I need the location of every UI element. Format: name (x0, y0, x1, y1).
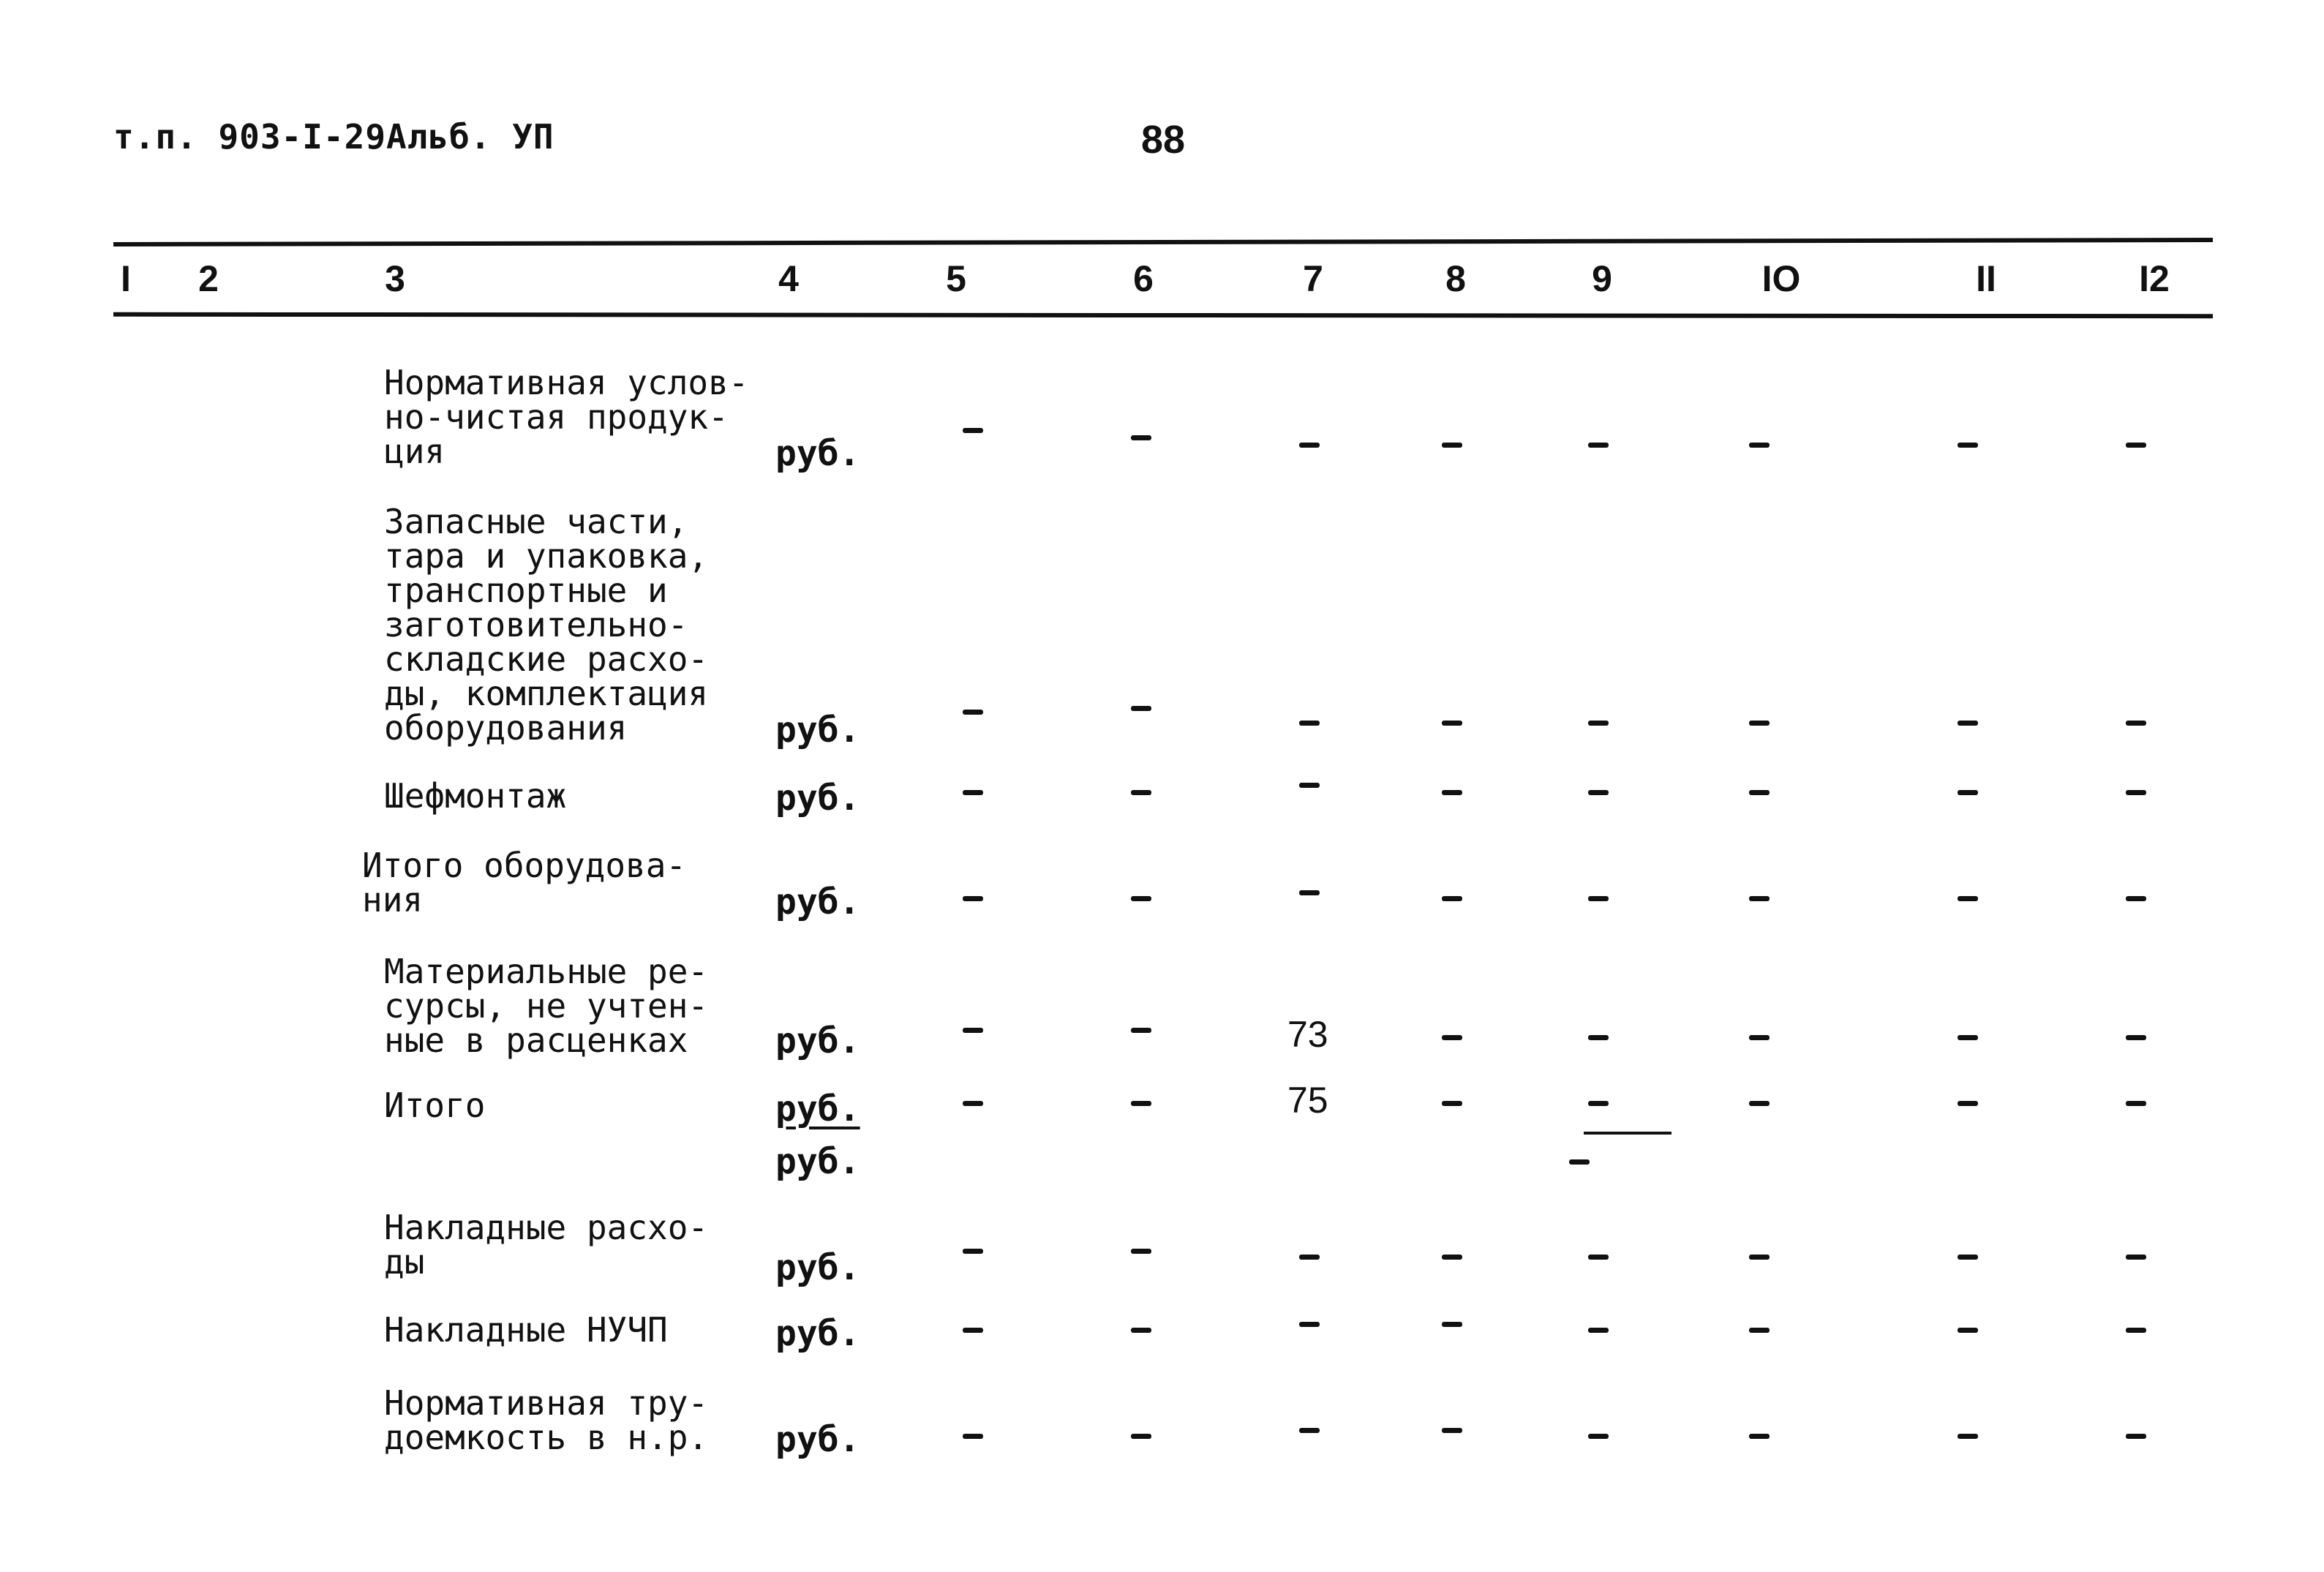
dash-cell (963, 1249, 983, 1254)
dash-cell (1958, 443, 1978, 448)
dash-cell (1958, 1255, 1978, 1260)
row-unit-second: руб. (775, 1141, 860, 1182)
row-unit: руб. (775, 1247, 860, 1288)
dash-cell (2126, 1255, 2146, 1260)
dash-cell (2126, 1101, 2146, 1106)
column-9-underline (1584, 1132, 1671, 1135)
column-header-8: 8 (1445, 258, 1466, 299)
dash-cell (1749, 443, 1770, 448)
dash-cell (1958, 1328, 1978, 1333)
dash-cell (963, 710, 983, 715)
column-header-4: 4 (778, 258, 799, 299)
dash-cell (1588, 790, 1609, 795)
dash-cell (1299, 783, 1320, 788)
column-header-2: 2 (198, 258, 219, 299)
row-description: Накладные расхо- ды (384, 1208, 709, 1282)
dash-cell (1958, 721, 1978, 726)
dash-cell (1588, 1255, 1609, 1260)
dash-cell (1958, 1434, 1978, 1439)
value-cell: 75 (1287, 1080, 1328, 1121)
row-description: Итого оборудова- ния (362, 846, 687, 919)
dash-cell (1299, 721, 1320, 726)
dash-cell (963, 1434, 983, 1439)
document-code: т.п. 903-I-29Альб. УП (113, 117, 554, 157)
dash-cell (1749, 1328, 1770, 1333)
row-unit: руб. (775, 1020, 860, 1061)
dash-cell (1749, 790, 1770, 795)
dash-cell (2126, 721, 2146, 726)
dash-cell (1299, 1428, 1320, 1433)
page-number: 88 (1141, 118, 1186, 162)
dash-cell (963, 1328, 983, 1333)
dash-cell (1749, 1255, 1770, 1260)
dash-cell (1588, 1101, 1609, 1106)
dash-cell (1131, 1328, 1151, 1333)
dash-cell (1299, 890, 1320, 895)
column-header-1: I (121, 258, 131, 299)
row-description: Шефмонтаж (384, 776, 567, 816)
dash-cell (1442, 443, 1462, 448)
table-header-rule (113, 312, 2213, 319)
dash-cell (2126, 1328, 2146, 1333)
dash-cell (2126, 790, 2146, 795)
dash-cell (2126, 443, 2146, 448)
column-9-extra-dash (1569, 1159, 1590, 1165)
dash-cell (1958, 1101, 1978, 1106)
dash-cell (1131, 1434, 1151, 1439)
column-header-5: 5 (946, 258, 966, 299)
row-description: Нормативная тру- доемкость в н.р. (384, 1383, 709, 1457)
row-unit: руб. (775, 1313, 860, 1354)
dash-cell (2126, 1434, 2146, 1439)
column-header-10: IO (1761, 258, 1801, 299)
dash-cell (1442, 896, 1462, 901)
row-unit: руб. (775, 710, 860, 751)
dash-cell (1442, 1101, 1462, 1106)
row-unit: руб. (775, 433, 860, 474)
dash-cell (1442, 790, 1462, 795)
dash-cell (1749, 1101, 1770, 1106)
dash-cell (963, 428, 983, 433)
dash-cell (2126, 1035, 2146, 1040)
column-header-7: 7 (1303, 258, 1323, 299)
dash-cell (1442, 721, 1462, 726)
column-header-9: 9 (1592, 258, 1612, 299)
row-description: Нормативная услов- но-чистая продук- ция (384, 363, 749, 471)
row-description: Материальные ре- сурсы, не учтен- ные в расценках (384, 952, 709, 1060)
dash-cell (1131, 706, 1151, 711)
dash-cell (963, 1028, 983, 1033)
dash-cell (1749, 896, 1770, 901)
row-description: Запасные части, тара и упаковка, транспортные и заготовительно- складские расхо- ды, комплектация оборудования (384, 502, 709, 748)
dash-cell (1131, 1249, 1151, 1254)
dash-cell (1588, 1434, 1609, 1439)
table-top-rule (113, 238, 2213, 247)
dash-cell (2126, 896, 2146, 901)
value-cell: 73 (1287, 1014, 1328, 1055)
row-unit: руб. (775, 1088, 860, 1129)
dash-cell (1299, 443, 1320, 448)
dash-cell (1131, 1028, 1151, 1033)
dash-cell (1958, 1035, 1978, 1040)
row-description: Накладные НУЧП (384, 1310, 668, 1350)
dash-cell (1442, 1322, 1462, 1327)
dash-cell (1131, 896, 1151, 901)
column-header-3: 3 (385, 258, 405, 299)
dash-cell (1131, 435, 1151, 440)
dash-cell (1588, 1328, 1609, 1333)
dash-cell (1442, 1035, 1462, 1040)
row-unit: руб. (775, 881, 860, 922)
column-header-11: II (1976, 258, 1996, 299)
dash-cell (1588, 1035, 1609, 1040)
dash-cell (1749, 1434, 1770, 1439)
dash-cell (1588, 443, 1609, 448)
column-header-12: I2 (2139, 258, 2170, 299)
dash-cell (963, 1101, 983, 1106)
dash-cell (1588, 896, 1609, 901)
dash-cell (1442, 1428, 1462, 1433)
dash-cell (1131, 1101, 1151, 1106)
dash-cell (1442, 1255, 1462, 1260)
row-unit: руб. (775, 1419, 860, 1460)
dash-cell (1588, 721, 1609, 726)
dash-cell (1299, 1322, 1320, 1327)
dash-cell (1958, 790, 1978, 795)
dash-cell (1749, 721, 1770, 726)
row-description: Итого (384, 1086, 486, 1125)
dash-cell (1958, 896, 1978, 901)
dash-cell (1749, 1035, 1770, 1040)
dash-cell (963, 896, 983, 901)
row-unit: руб. (775, 778, 860, 819)
dash-cell (1131, 790, 1151, 795)
column-header-6: 6 (1133, 258, 1154, 299)
dash-cell (963, 790, 983, 795)
dash-cell (1299, 1255, 1320, 1260)
